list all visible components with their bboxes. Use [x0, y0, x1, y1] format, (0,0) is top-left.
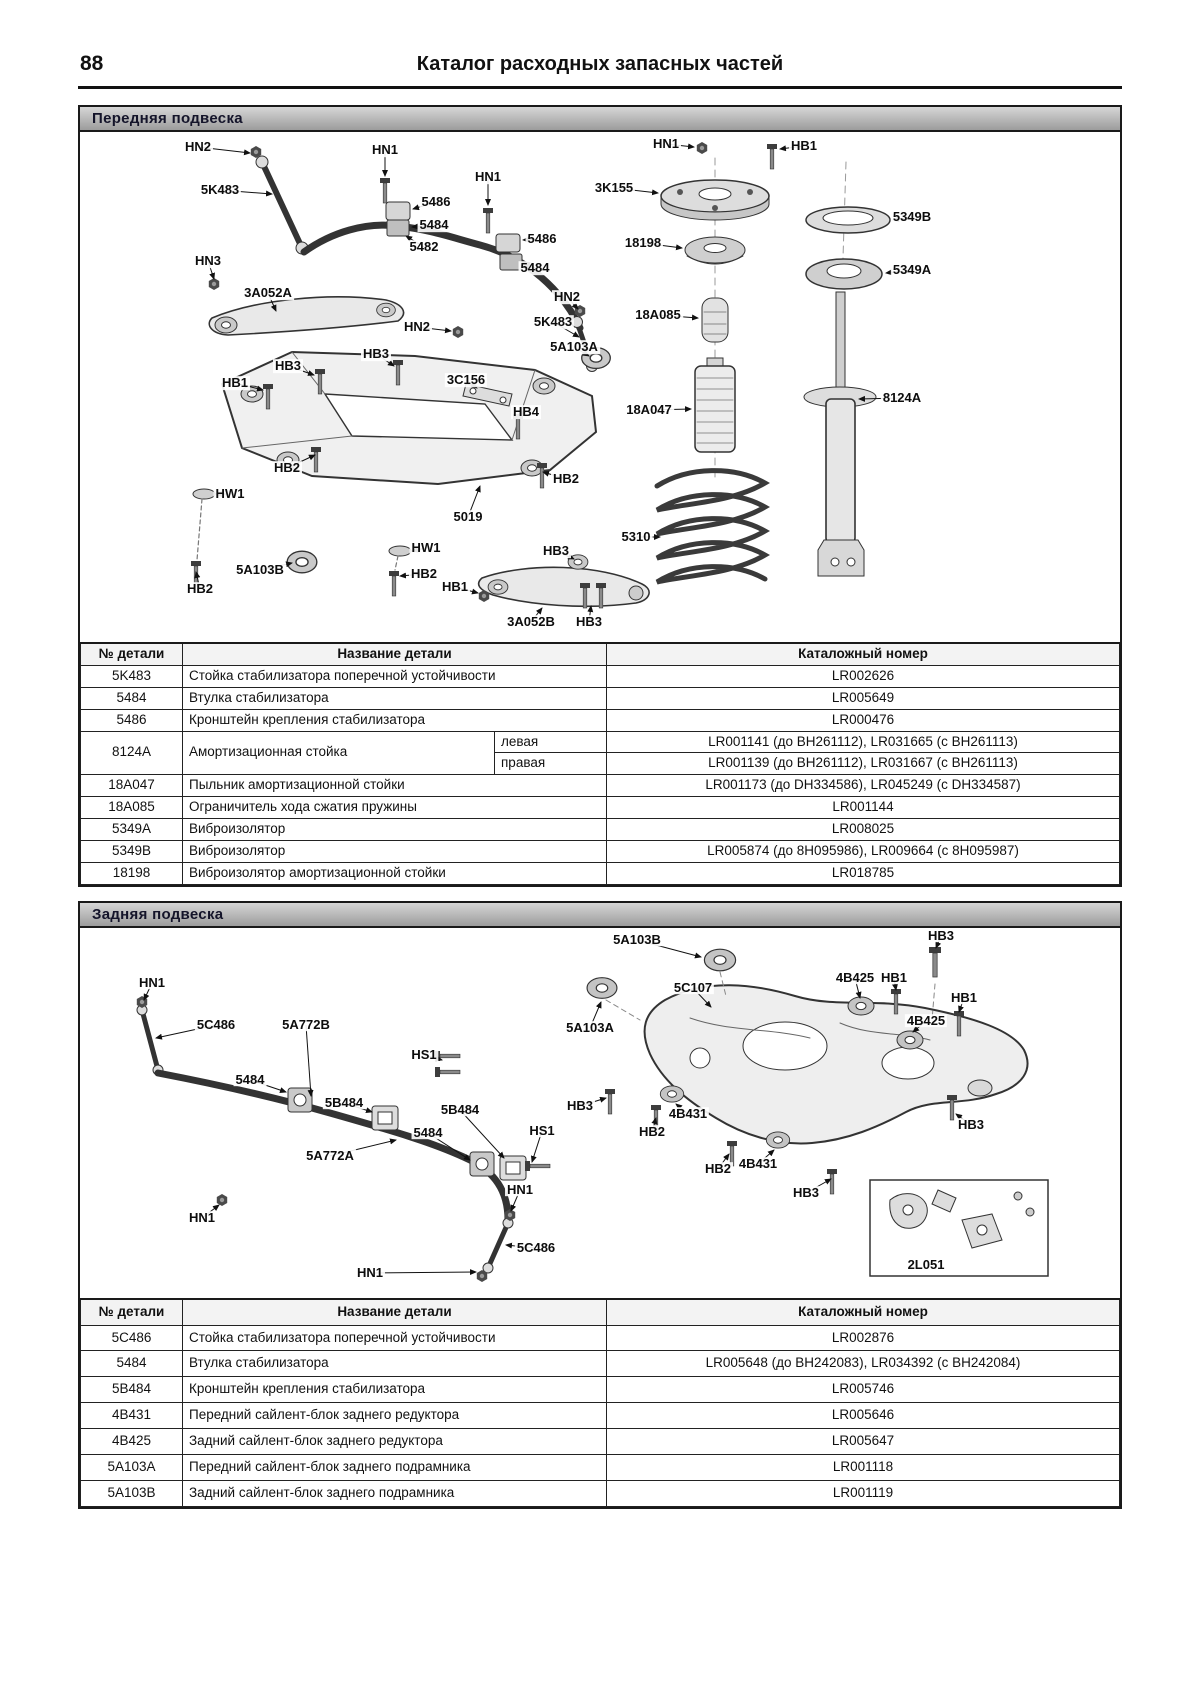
part-label: 4B431: [668, 1105, 708, 1121]
table-row: [81, 775, 1120, 797]
part-label: 3C156: [446, 372, 486, 388]
part-label: 5C107: [673, 979, 713, 995]
part-label: 18A047: [626, 402, 672, 418]
part-label: 5C486: [196, 1016, 236, 1032]
part-label: HN2: [553, 289, 581, 305]
part-label: 8124A: [882, 390, 922, 406]
part-label: 3A052A: [244, 285, 292, 301]
part-name-cell: Передний сайлент-блок заднего редуктора: [183, 1403, 607, 1429]
part-label: HB3: [792, 1184, 820, 1200]
part-label: HB1: [790, 138, 818, 154]
part-label: HN1: [506, 1181, 534, 1197]
catalog-number-cell: LR000476: [607, 709, 1120, 731]
table-row: [81, 819, 1120, 841]
catalog-number-cell: LR001144: [607, 797, 1120, 819]
part-label: HB3: [927, 927, 955, 943]
part-label: 5484: [235, 1071, 265, 1087]
catalog-number-cell: LR001173 (до DH334586), LR045249 (с DH334587): [607, 775, 1120, 797]
catalog-number-cell: LR005648 (до BH242083), LR034392 (с BH242084): [607, 1351, 1120, 1377]
part-number-cell: 5484: [81, 687, 183, 709]
part-number-cell: 4B431: [81, 1403, 183, 1429]
part-label: HN1: [474, 169, 502, 185]
part-name-cell: Втулка стабилизатора: [183, 687, 607, 709]
table-row: [81, 1325, 1120, 1351]
part-label: 5A103B: [236, 562, 284, 578]
catalog-page: [78, 0, 1122, 1509]
col-header-catalog-number: Каталожный номер: [607, 1299, 1120, 1325]
part-label: 5A772B: [282, 1016, 330, 1032]
part-label: HN2: [403, 319, 431, 335]
part-name-cell: Кронштейн крепления стабилизатора: [183, 709, 607, 731]
part-label: 3K155: [594, 180, 634, 196]
part-number-cell: 4B425: [81, 1429, 183, 1455]
part-side-cell: правая: [495, 753, 607, 775]
rear-table-body: [81, 1325, 1120, 1506]
part-name-cell: Задний сайлент-блок заднего редуктора: [183, 1429, 607, 1455]
catalog-number-cell: LR005647: [607, 1429, 1120, 1455]
catalog-number-cell: LR005649: [607, 687, 1120, 709]
part-label: 5A772A: [306, 1147, 354, 1163]
part-name-cell: Амортизационная стойка: [183, 731, 495, 775]
catalog-number-cell: LR001118: [607, 1454, 1120, 1480]
part-name-cell: Втулка стабилизатора: [183, 1351, 607, 1377]
part-label: HB2: [186, 581, 214, 597]
part-label: HB1: [880, 969, 908, 985]
part-name-cell: Задний сайлент-блок заднего подрамника: [183, 1480, 607, 1506]
rear-parts-table: [80, 1298, 1120, 1507]
col-header-part-number: № детали: [81, 643, 183, 665]
table-row: [81, 665, 1120, 687]
part-label: HB2: [552, 471, 580, 487]
part-label: HN1: [356, 1264, 384, 1280]
part-label: 5486: [527, 231, 557, 247]
part-label: HB4: [512, 404, 540, 420]
col-header-catalog-number: Каталожный номер: [607, 643, 1120, 665]
page-number: 88: [80, 52, 104, 75]
part-label: HB2: [638, 1123, 666, 1139]
part-label: 5486: [421, 194, 451, 210]
part-name-cell: Стойка стабилизатора поперечной устойчивости: [183, 665, 607, 687]
part-label: HN1: [188, 1209, 216, 1225]
part-label: HB1: [221, 375, 249, 391]
part-label: 5310: [621, 529, 651, 545]
part-label: 5019: [453, 509, 483, 525]
part-label: HN1: [138, 974, 166, 990]
part-label: 5A103A: [566, 1019, 614, 1035]
part-label: 5B484: [440, 1101, 480, 1117]
catalog-number-cell: LR008025: [607, 819, 1120, 841]
part-number-cell: 5486: [81, 709, 183, 731]
part-label: HB2: [704, 1160, 732, 1176]
part-label: HW1: [215, 486, 245, 502]
col-header-part-number: № детали: [81, 1299, 183, 1325]
part-label: HB3: [274, 358, 302, 374]
part-name-cell: Виброизолятор: [183, 819, 607, 841]
col-header-part-name: Название детали: [183, 643, 607, 665]
table-row: [81, 731, 1120, 753]
front-table-body: [81, 665, 1120, 884]
front-suspension-section: [78, 105, 1122, 887]
front-suspension-diagram: [80, 132, 1120, 642]
part-number-cell: 5C486: [81, 1325, 183, 1351]
table-row: [81, 1403, 1120, 1429]
leader-line: [306, 1025, 311, 1096]
table-row: [81, 1377, 1120, 1403]
part-number-cell: 5A103B: [81, 1480, 183, 1506]
part-label: 4B431: [738, 1155, 778, 1171]
part-label: HS1: [529, 1122, 555, 1138]
part-name-cell: Виброизолятор: [183, 840, 607, 862]
catalog-number-cell: LR005874 (до 8H095986), LR009664 (с 8H095987): [607, 840, 1120, 862]
catalog-number-cell: LR002876: [607, 1325, 1120, 1351]
part-label: 5349A: [892, 262, 932, 278]
part-name-cell: Виброизолятор амортизационной стойки: [183, 862, 607, 884]
part-label: 5C486: [516, 1239, 556, 1255]
part-label: 5349B: [892, 209, 932, 225]
part-label: HB3: [957, 1116, 985, 1132]
part-label: 5A103A: [550, 339, 598, 355]
rear-suspension-section: [78, 901, 1122, 1509]
part-label: HB3: [566, 1097, 594, 1113]
catalog-number-cell: LR001139 (до BH261112), LR031667 (с BH261113): [607, 753, 1120, 775]
part-label: 4B425: [906, 1012, 946, 1028]
leader-line: [460, 1110, 504, 1158]
part-name-cell: Пыльник амортизационной стойки: [183, 775, 607, 797]
page-header: [78, 50, 1122, 89]
catalog-number-cell: LR001141 (до BH261112), LR031665 (с BH261113): [607, 731, 1120, 753]
part-label: HN3: [194, 253, 222, 269]
part-label: 5482: [409, 239, 439, 255]
part-label: HB2: [410, 566, 438, 582]
table-row: [81, 1351, 1120, 1377]
rear-table-header: [81, 1299, 1120, 1325]
catalog-number-cell: LR018785: [607, 862, 1120, 884]
col-header-part-name: Название детали: [183, 1299, 607, 1325]
part-name-cell: Передний сайлент-блок заднего подрамника: [183, 1454, 607, 1480]
part-number-cell: 5349B: [81, 840, 183, 862]
part-number-cell: 18198: [81, 862, 183, 884]
part-label: 5K483: [533, 314, 573, 330]
rear-suspension-diagram: [80, 928, 1120, 1298]
part-label: 18A085: [635, 307, 681, 323]
table-row: [81, 862, 1120, 884]
part-label: HB1: [950, 989, 978, 1005]
rear-diagram-leader-lines: [80, 928, 1120, 1298]
table-row: [81, 1480, 1120, 1506]
part-number-cell: 5K483: [81, 665, 183, 687]
part-label: HN1: [371, 142, 399, 158]
part-name-cell: Ограничитель хода сжатия пружины: [183, 797, 607, 819]
part-label: 5484: [419, 217, 449, 233]
part-side-cell: левая: [495, 731, 607, 753]
part-label: HW1: [411, 540, 441, 556]
front-section-title: Передняя подвеска: [80, 107, 1120, 132]
part-label: 5484: [413, 1124, 443, 1140]
part-label: 5B484: [324, 1094, 364, 1110]
part-label: 4B425: [835, 969, 875, 985]
part-label: HN1: [652, 136, 680, 152]
table-row: [81, 687, 1120, 709]
part-number-cell: 18A085: [81, 797, 183, 819]
rear-section-title: Задняя подвеска: [80, 903, 1120, 928]
front-table-header: [81, 643, 1120, 665]
part-label: HB2: [273, 460, 301, 476]
catalog-number-cell: LR005646: [607, 1403, 1120, 1429]
catalog-number-cell: LR001119: [607, 1480, 1120, 1506]
part-label: HB3: [362, 346, 390, 362]
page-title: Каталог расходных запасных частей: [416, 53, 784, 75]
part-number-cell: 18A047: [81, 775, 183, 797]
part-number-cell: 5349A: [81, 819, 183, 841]
part-name-cell: Кронштейн крепления стабилизатора: [183, 1377, 607, 1403]
part-label: HN2: [184, 139, 212, 155]
part-label: 5A103B: [613, 931, 661, 947]
table-row: [81, 709, 1120, 731]
front-parts-table: [80, 642, 1120, 885]
part-label: HB3: [542, 543, 570, 559]
part-label: 5K483: [200, 182, 240, 198]
table-row: [81, 840, 1120, 862]
part-label: 18198: [624, 235, 662, 251]
part-number-cell: 8124A: [81, 731, 183, 775]
table-row: [81, 797, 1120, 819]
table-row: [81, 1454, 1120, 1480]
table-row: [81, 1429, 1120, 1455]
catalog-number-cell: LR002626: [607, 665, 1120, 687]
part-number-cell: 5A103A: [81, 1454, 183, 1480]
part-number-cell: 5484: [81, 1351, 183, 1377]
leader-line: [370, 1272, 476, 1273]
part-label: HB3: [575, 614, 603, 630]
part-label: HS1: [411, 1046, 437, 1062]
part-number-cell: 5B484: [81, 1377, 183, 1403]
part-label: 3A052B: [507, 614, 555, 630]
part-label: HB1: [441, 579, 469, 595]
part-label: 5484: [520, 260, 550, 276]
part-name-cell: Стойка стабилизатора поперечной устойчивости: [183, 1325, 607, 1351]
catalog-number-cell: LR005746: [607, 1377, 1120, 1403]
part-label: 2L051: [907, 1256, 945, 1272]
